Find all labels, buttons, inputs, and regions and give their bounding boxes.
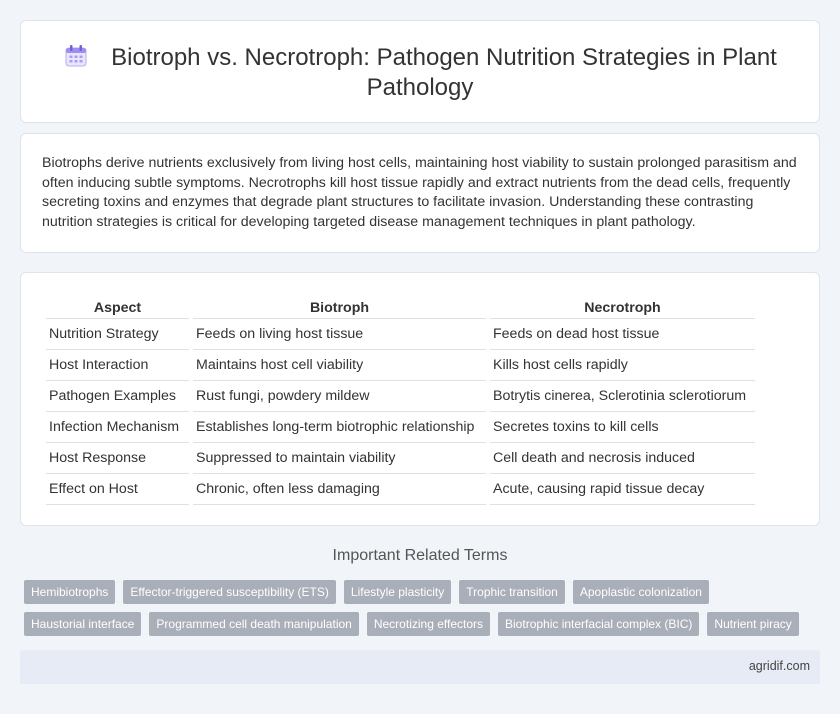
necrotroph-cell: Kills host cells rapidly: [490, 350, 755, 381]
related-term-tag[interactable]: Hemibiotrophs: [24, 580, 115, 604]
calendar-icon: [63, 43, 89, 69]
necrotroph-cell: Secretes toxins to kill cells: [490, 412, 755, 443]
comparison-table-card: [20, 272, 820, 526]
biotroph-cell: Establishes long-term biotrophic relationship: [193, 412, 486, 443]
table-row: [46, 443, 755, 474]
related-term-tag[interactable]: Lifestyle plasticity: [344, 580, 451, 604]
necrotroph-cell: Cell death and necrosis induced: [490, 443, 755, 474]
table-row: [46, 381, 755, 412]
aspect-cell: Effect on Host: [46, 474, 189, 505]
table-row: [46, 350, 755, 381]
column-header-necrotroph: Necrotroph: [490, 293, 755, 319]
aspect-cell: Host Response: [46, 443, 189, 474]
aspect-cell: Pathogen Examples: [46, 381, 189, 412]
page-title: Biotroph vs. Necrotroph: Pathogen Nutrition Strategies in Plant Pathology: [111, 44, 777, 101]
title-card: [20, 20, 820, 123]
related-term-tag[interactable]: Necrotizing effectors: [367, 612, 490, 636]
table-row: [46, 412, 755, 443]
biotroph-cell: Rust fungi, powdery mildew: [193, 381, 486, 412]
related-term-tag[interactable]: Haustorial interface: [24, 612, 141, 636]
comparison-table: [42, 293, 759, 505]
related-terms-heading: Important Related Terms: [332, 547, 508, 564]
aspect-cell: Host Interaction: [46, 350, 189, 381]
necrotroph-cell: Acute, causing rapid tissue decay: [490, 474, 755, 505]
table-row: [46, 319, 755, 350]
related-term-tag[interactable]: Programmed cell death manipulation: [149, 612, 358, 636]
footer-site-link[interactable]: agridif.com: [748, 659, 810, 673]
footer: [20, 650, 820, 684]
aspect-cell: Infection Mechanism: [46, 412, 189, 443]
intro-paragraph: Biotrophs derive nutrients exclusively from living host cells, maintaining host viability to sustain prolonged parasitism and often inducing subtle symptoms. Necrotrophs kill host tissue rapidly and extract nutrients from the dead cells, frequently secreting toxins and enzymes that degrade plant structures to facilitate invasion. Understanding these contrasting nutrition strategies is critical for developing targeted disease management techniques in plant pathology.: [42, 155, 797, 230]
page-title-wrap: [21, 43, 819, 103]
biotroph-cell: Chronic, often less damaging: [193, 474, 486, 505]
biotroph-cell: Suppressed to maintain viability: [193, 443, 486, 474]
column-header-aspect: Aspect: [46, 293, 189, 319]
related-term-tag[interactable]: Apoplastic colonization: [573, 580, 709, 604]
table-header-row: [46, 293, 755, 319]
related-term-tag[interactable]: Effector-triggered susceptibility (ETS): [123, 580, 336, 604]
related-terms-row-1: [24, 580, 709, 604]
biotroph-cell: Feeds on living host tissue: [193, 319, 486, 350]
intro-card: [20, 133, 820, 253]
aspect-cell: Nutrition Strategy: [46, 319, 189, 350]
related-terms-row-2: [24, 612, 799, 636]
table-row: [46, 474, 755, 505]
related-term-tag[interactable]: Trophic transition: [459, 580, 565, 604]
related-term-tag[interactable]: Biotrophic interfacial complex (BIC): [498, 612, 699, 636]
column-header-biotroph: Biotroph: [193, 293, 486, 319]
related-term-tag[interactable]: Nutrient piracy: [707, 612, 798, 636]
necrotroph-cell: Botrytis cinerea, Sclerotinia sclerotiorum: [490, 381, 755, 412]
necrotroph-cell: Feeds on dead host tissue: [490, 319, 755, 350]
biotroph-cell: Maintains host cell viability: [193, 350, 486, 381]
